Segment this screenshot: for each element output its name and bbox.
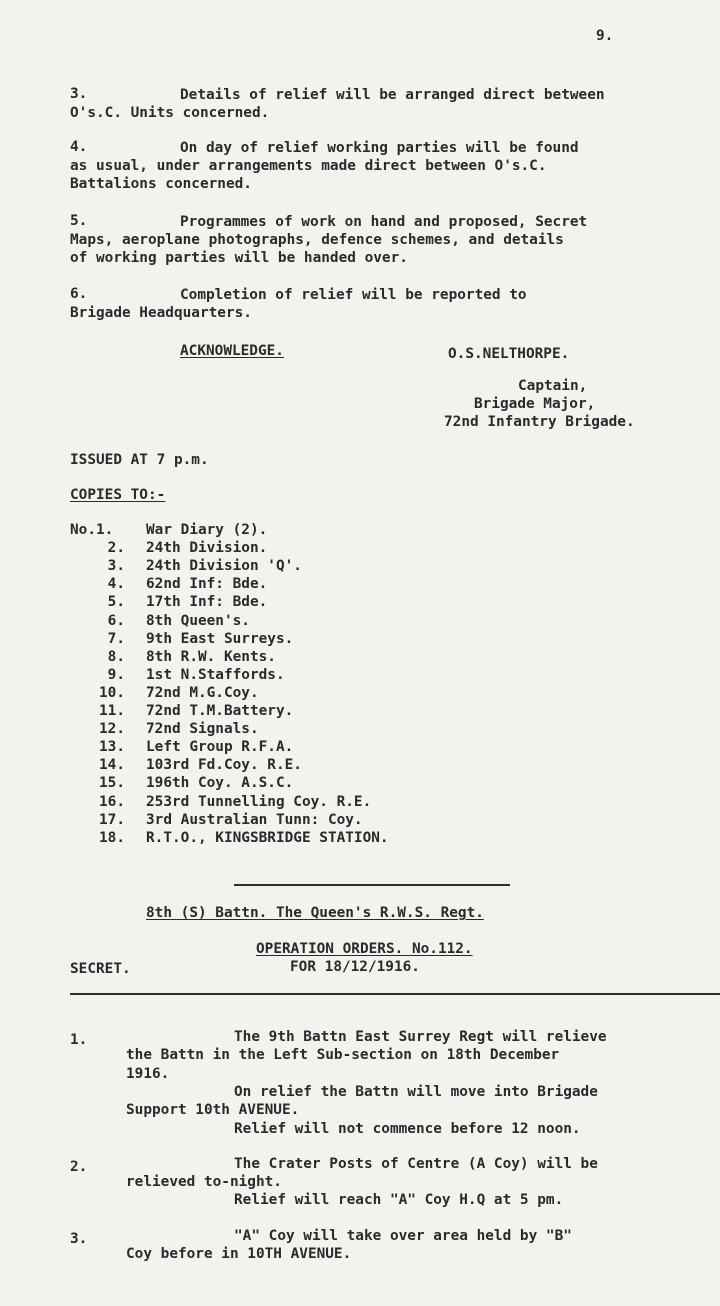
paragraph-line: of working parties will be handed over. bbox=[70, 250, 408, 266]
copy-entry bbox=[0, 721, 720, 739]
copy-entry bbox=[0, 775, 720, 793]
signature-rank: Captain, bbox=[518, 378, 588, 394]
copy-number: 8. bbox=[107, 648, 125, 665]
paragraph-line: Programmes of work on hand and proposed, Secret bbox=[180, 214, 588, 230]
acknowledge-heading: ACKNOWLEDGE. bbox=[180, 343, 284, 359]
order-paragraph-line: Relief will reach "A" Coy H.Q at 5 pm. bbox=[234, 1192, 564, 1209]
copy-recipient: 1st N.Staffords. bbox=[146, 666, 285, 683]
paragraph-number: 5. bbox=[70, 213, 88, 229]
copy-number: 11. bbox=[99, 703, 125, 719]
copy-number: 3. bbox=[107, 558, 125, 575]
copy-recipient: 3rd Australian Tunn: Coy. bbox=[146, 811, 363, 828]
copy-number: 16. bbox=[99, 793, 125, 810]
copy-recipient: 24th Division 'Q'. bbox=[146, 558, 302, 575]
order-date: FOR 18/12/1916. bbox=[290, 959, 420, 975]
copy-number: 7. bbox=[107, 630, 125, 647]
copies-list bbox=[0, 522, 720, 852]
copy-number: 4. bbox=[107, 576, 125, 593]
copy-entry bbox=[0, 576, 720, 594]
copy-number: 17. bbox=[99, 811, 125, 828]
copy-recipient: 17th Inf: Bde. bbox=[146, 594, 268, 611]
copy-recipient: 72nd T.M.Battery. bbox=[146, 703, 294, 719]
secret-classification: SECRET. bbox=[70, 961, 131, 977]
copy-entry bbox=[0, 631, 720, 649]
copy-entry bbox=[0, 757, 720, 775]
copy-recipient: 253rd Tunnelling Coy. R.E. bbox=[146, 793, 372, 810]
copy-entry bbox=[0, 522, 720, 540]
signature-name: O.S.NELTHORPE. bbox=[448, 346, 570, 362]
paragraph-number: 4. bbox=[70, 139, 88, 155]
copy-recipient: 196th Coy. A.S.C. bbox=[146, 775, 294, 792]
paragraph-line: Completion of relief will be reported to bbox=[180, 287, 527, 303]
order-paragraph-line: The Crater Posts of Centre (A Coy) will be bbox=[234, 1155, 598, 1172]
order-paragraph-line: Support 10th AVENUE. bbox=[126, 1102, 300, 1119]
copy-entry bbox=[0, 703, 720, 721]
copy-number: 9. bbox=[107, 666, 125, 683]
copy-number: 2. bbox=[107, 540, 125, 557]
copy-recipient: 72nd Signals. bbox=[146, 721, 259, 738]
copy-recipient: 62nd Inf: Bde. bbox=[146, 576, 268, 593]
order-paragraph-line: "A" Coy will take over area held by "B" bbox=[234, 1227, 572, 1244]
copy-entry bbox=[0, 558, 720, 576]
order-paragraph-line: the Battn in the Left Sub-section on 18th December bbox=[126, 1047, 560, 1064]
copy-entry bbox=[0, 739, 720, 757]
copy-entry bbox=[0, 685, 720, 703]
signature-role: Brigade Major, bbox=[474, 396, 596, 412]
order-unit-heading: 8th (S) Battn. The Queen's R.W.S. Regt. bbox=[146, 905, 484, 921]
copy-number: 13. bbox=[99, 739, 125, 756]
order-paragraph-line: Relief will not commence before 12 noon. bbox=[234, 1120, 581, 1137]
paragraph-number: 6. bbox=[70, 286, 88, 302]
header-rule bbox=[70, 993, 720, 995]
signature-unit: 72nd Infantry Brigade. bbox=[444, 414, 635, 430]
order-paragraph-line: Coy before in 10TH AVENUE. bbox=[126, 1246, 352, 1262]
paragraph-line: as usual, under arrangements made direct between O's.C. bbox=[70, 158, 547, 174]
copy-number: 10. bbox=[99, 684, 125, 701]
copy-recipient: 72nd M.G.Coy. bbox=[146, 684, 259, 701]
paragraph-line: O's.C. Units concerned. bbox=[70, 105, 270, 121]
copy-entry bbox=[0, 667, 720, 685]
paragraph-line: On day of relief working parties will be found bbox=[180, 140, 579, 156]
order-paragraph-number: 2. bbox=[70, 1158, 88, 1175]
separator-rule bbox=[234, 884, 510, 886]
copy-recipient: 103rd Fd.Coy. R.E. bbox=[146, 757, 302, 774]
copy-recipient: War Diary (2). bbox=[146, 522, 268, 538]
copy-number: 6. bbox=[107, 612, 125, 629]
issued-time: ISSUED AT 7 p.m. bbox=[70, 452, 209, 468]
paragraph-number: 3. bbox=[70, 86, 88, 102]
order-paragraph-line: On relief the Battn will move into Brigade bbox=[234, 1083, 598, 1100]
copy-number: 15. bbox=[99, 775, 125, 792]
copy-recipient: Left Group R.F.A. bbox=[146, 739, 294, 756]
order-paragraph-line: 1916. bbox=[126, 1065, 170, 1082]
copy-number: 14. bbox=[99, 757, 125, 774]
paragraph-line: Maps, aeroplane photographs, defence schemes, and details bbox=[70, 232, 564, 248]
copy-number: 5. bbox=[107, 594, 125, 611]
paragraph-line: Brigade Headquarters. bbox=[70, 305, 252, 321]
order-paragraph-number: 1. bbox=[70, 1032, 88, 1048]
order-title: OPERATION ORDERS. No.112. bbox=[256, 941, 473, 957]
copy-entry bbox=[0, 830, 720, 848]
copy-entry bbox=[0, 613, 720, 631]
order-paragraph-line: The 9th Battn East Surrey Regt will relieve bbox=[234, 1029, 607, 1045]
order-paragraphs bbox=[0, 1028, 720, 1298]
order-paragraph-number: 3. bbox=[70, 1230, 88, 1247]
copy-recipient: 9th East Surreys. bbox=[146, 630, 294, 647]
copy-entry bbox=[0, 794, 720, 812]
copy-number: No.1. bbox=[70, 522, 114, 538]
copy-entry bbox=[0, 649, 720, 667]
copy-recipient: R.T.O., KINGSBRIDGE STATION. bbox=[146, 829, 389, 846]
copy-number: 18. bbox=[99, 829, 125, 846]
copy-entry bbox=[0, 594, 720, 612]
copies-heading: COPIES TO:- bbox=[70, 487, 166, 503]
copy-entry bbox=[0, 540, 720, 558]
copy-number: 12. bbox=[99, 721, 125, 738]
copy-recipient: 8th R.W. Kents. bbox=[146, 648, 276, 665]
page-number: 9. bbox=[596, 28, 614, 44]
paragraph-line: Battalions concerned. bbox=[70, 176, 252, 192]
paragraph-line: Details of relief will be arranged direct between bbox=[180, 87, 605, 103]
copy-recipient: 24th Division. bbox=[146, 540, 268, 557]
order-paragraph-line: relieved to-night. bbox=[126, 1174, 282, 1191]
copy-entry bbox=[0, 812, 720, 830]
copy-recipient: 8th Queen's. bbox=[146, 612, 250, 629]
